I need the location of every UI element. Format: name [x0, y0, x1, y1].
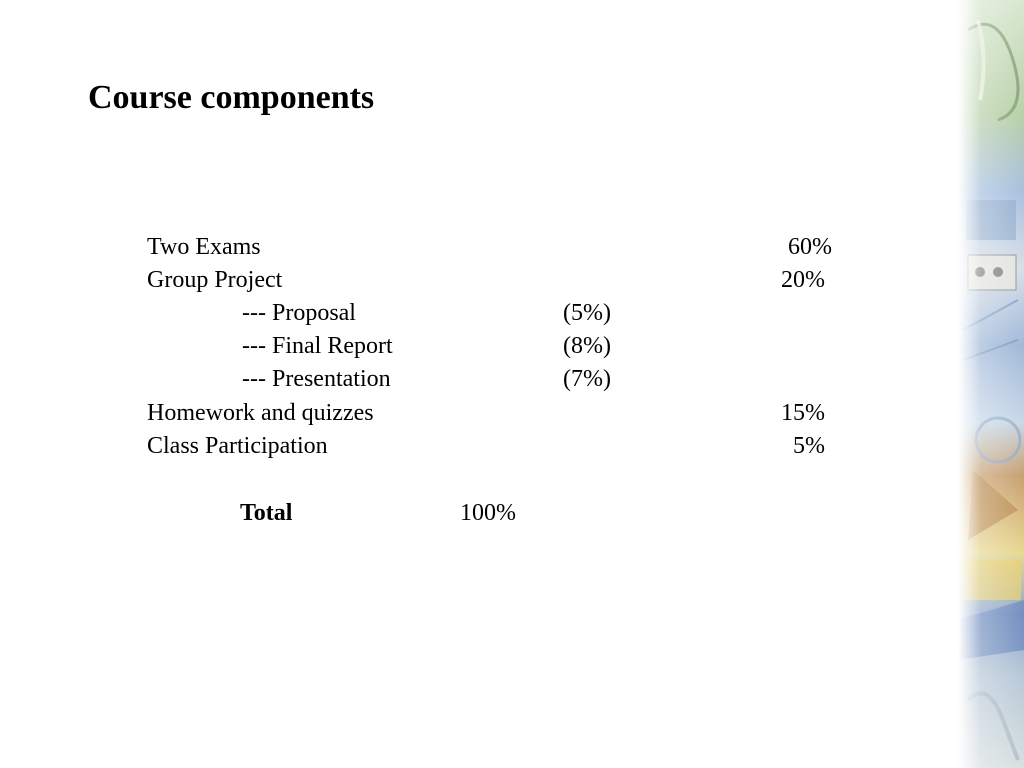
component-row-exams: [0, 231, 960, 264]
component-label: Class Participation: [147, 433, 328, 459]
component-row-final-report: [0, 330, 960, 363]
component-row-homework: [0, 397, 960, 430]
collage-strip-icon: [958, 0, 1024, 768]
component-value: 5%: [793, 433, 825, 459]
component-row-presentation: [0, 363, 960, 396]
total-label: Total: [240, 500, 293, 526]
component-value: 60%: [788, 234, 832, 260]
slide-title: Course components: [88, 79, 375, 116]
total-value: 100%: [460, 500, 516, 526]
component-row-proposal: [0, 297, 960, 330]
subcomponent-label: --- Proposal: [242, 300, 356, 326]
component-value: 20%: [781, 267, 825, 293]
subcomponent-label: --- Final Report: [242, 333, 393, 359]
component-value: 15%: [781, 400, 825, 426]
component-label: Two Exams: [147, 234, 261, 260]
component-label: Homework and quizzes: [147, 400, 374, 426]
subcomponent-value: (8%): [563, 333, 611, 359]
component-row-participation: [0, 430, 960, 463]
component-row-group-project: [0, 264, 960, 297]
subcomponent-value: (5%): [563, 300, 611, 326]
subcomponent-label: --- Presentation: [242, 366, 391, 392]
subcomponent-value: (7%): [563, 366, 611, 392]
component-label: Group Project: [147, 267, 283, 293]
decorative-collage-strip: [958, 0, 1024, 768]
total-row: [0, 497, 960, 530]
